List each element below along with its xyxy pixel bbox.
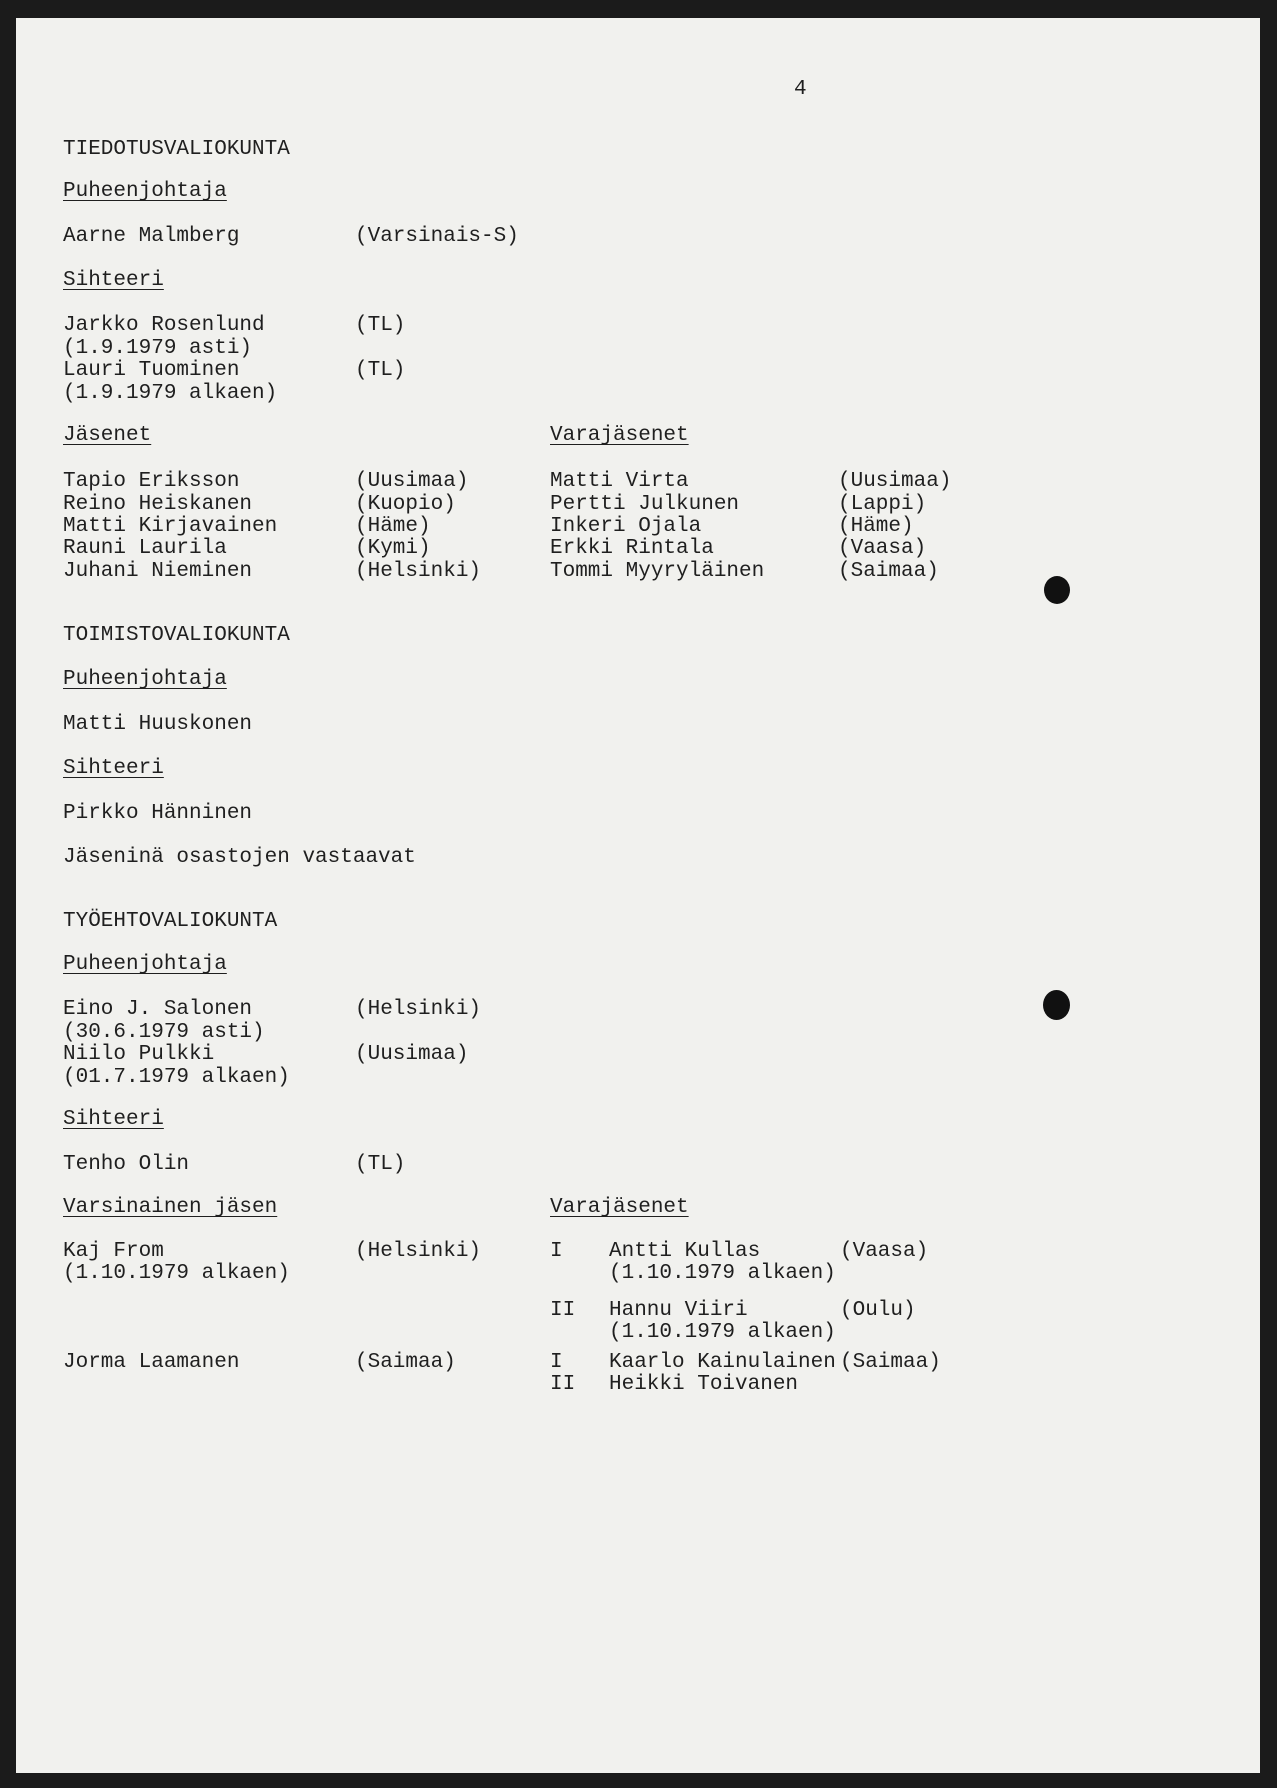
member-region: (Helsinki)	[355, 560, 482, 583]
deputy-note: (1.10.1979 alkaen)	[609, 1321, 836, 1344]
secretary-region: (TL)	[355, 314, 406, 337]
secretary-name: Jarkko Rosenlund	[63, 314, 265, 337]
deputy-name: Tommi Myyryläinen	[550, 560, 765, 583]
chair-region: (Uusimaa)	[355, 1043, 469, 1066]
secretary-note: (1.9.1979 alkaen)	[63, 382, 278, 405]
deputies-heading: Varajäsenet	[550, 1196, 689, 1219]
chair-region: (Varsinais-S)	[355, 225, 519, 248]
deputies-heading: Varajäsenet	[550, 424, 689, 447]
member-heading: Varsinainen jäsen	[63, 1196, 278, 1219]
deputy-name: Inkeri Ojala	[550, 515, 702, 538]
deputy-note: (1.10.1979 alkaen)	[609, 1262, 836, 1285]
member-name: Jorma Laamanen	[63, 1351, 240, 1374]
member-name: Rauni Laurila	[63, 537, 227, 560]
chair-name: Aarne Malmberg	[63, 225, 240, 248]
page-number: 4	[794, 78, 807, 101]
chair-heading: Puheenjohtaja	[63, 668, 227, 691]
deputy-region: (Lappi)	[838, 493, 927, 516]
member-region: (Häme)	[355, 515, 431, 538]
deputy-region: (Vaasa)	[840, 1240, 929, 1263]
binder-hole-bottom	[1043, 990, 1070, 1020]
deputy-region: (Vaasa)	[838, 537, 927, 560]
section-title: TYÖEHTOVALIOKUNTA	[63, 910, 278, 933]
binder-hole-top	[1044, 576, 1070, 604]
chair-name: Eino J. Salonen	[63, 998, 253, 1021]
deputy-region: (Saimaa)	[838, 560, 939, 583]
members-heading: Jäsenet	[63, 424, 152, 447]
deputy-name: Erkki Rintala	[550, 537, 714, 560]
secretary-name: Tenho Olin	[63, 1153, 190, 1176]
member-name: Tapio Eriksson	[63, 470, 240, 493]
chair-heading: Puheenjohtaja	[63, 180, 227, 203]
member-region: (Kuopio)	[355, 493, 456, 516]
chair-region: (Helsinki)	[355, 998, 482, 1021]
secretary-heading: Sihteeri	[63, 1108, 164, 1131]
secretary-region: (TL)	[355, 359, 406, 382]
deputy-region: (Häme)	[838, 515, 914, 538]
member-name: Kaj From	[63, 1240, 164, 1263]
deputy-region: (Uusimaa)	[838, 470, 952, 493]
member-region: (Kymi)	[355, 537, 431, 560]
member-region: (Helsinki)	[355, 1240, 482, 1263]
deputy-name: Pertti Julkunen	[550, 493, 740, 516]
secretary-note: (1.9.1979 asti)	[63, 337, 253, 360]
deputy-region: (Saimaa)	[840, 1351, 941, 1374]
member-note: (1.10.1979 alkaen)	[63, 1262, 290, 1285]
deputy-rank: I	[550, 1351, 563, 1374]
document-sheet	[16, 18, 1260, 1773]
deputy-name: Kaarlo Kainulainen	[609, 1351, 836, 1374]
chair-heading: Puheenjohtaja	[63, 953, 227, 976]
deputy-name: Antti Kullas	[609, 1240, 761, 1263]
member-name: Reino Heiskanen	[63, 493, 253, 516]
deputy-name: Matti Virta	[550, 470, 689, 493]
member-region: (Uusimaa)	[355, 470, 469, 493]
member-name: Matti Kirjavainen	[63, 515, 278, 538]
deputy-name: Heikki Toivanen	[609, 1373, 799, 1396]
secretary-name: Lauri Tuominen	[63, 359, 240, 382]
chair-note: (30.6.1979 asti)	[63, 1021, 265, 1044]
deputy-rank: II	[550, 1299, 576, 1322]
member-region: (Saimaa)	[355, 1351, 456, 1374]
chair-name: Matti Huuskonen	[63, 713, 253, 736]
chair-note: (01.7.1979 alkaen)	[63, 1066, 290, 1089]
deputy-rank: I	[550, 1240, 563, 1263]
chair-name: Niilo Pulkki	[63, 1043, 215, 1066]
member-name: Juhani Nieminen	[63, 560, 253, 583]
members-note: Jäseninä osastojen vastaavat	[63, 846, 416, 869]
secretary-region: (TL)	[355, 1153, 406, 1176]
secretary-heading: Sihteeri	[63, 269, 164, 292]
document-page	[16, 18, 1260, 1773]
secretary-heading: Sihteeri	[63, 757, 164, 780]
section-title: TOIMISTOVALIOKUNTA	[63, 624, 290, 647]
deputy-region: (Oulu)	[840, 1299, 916, 1322]
secretary-name: Pirkko Hänninen	[63, 802, 253, 825]
deputy-name: Hannu Viiri	[609, 1299, 748, 1322]
deputy-rank: II	[550, 1373, 576, 1396]
section-title: TIEDOTUSVALIOKUNTA	[63, 138, 290, 161]
